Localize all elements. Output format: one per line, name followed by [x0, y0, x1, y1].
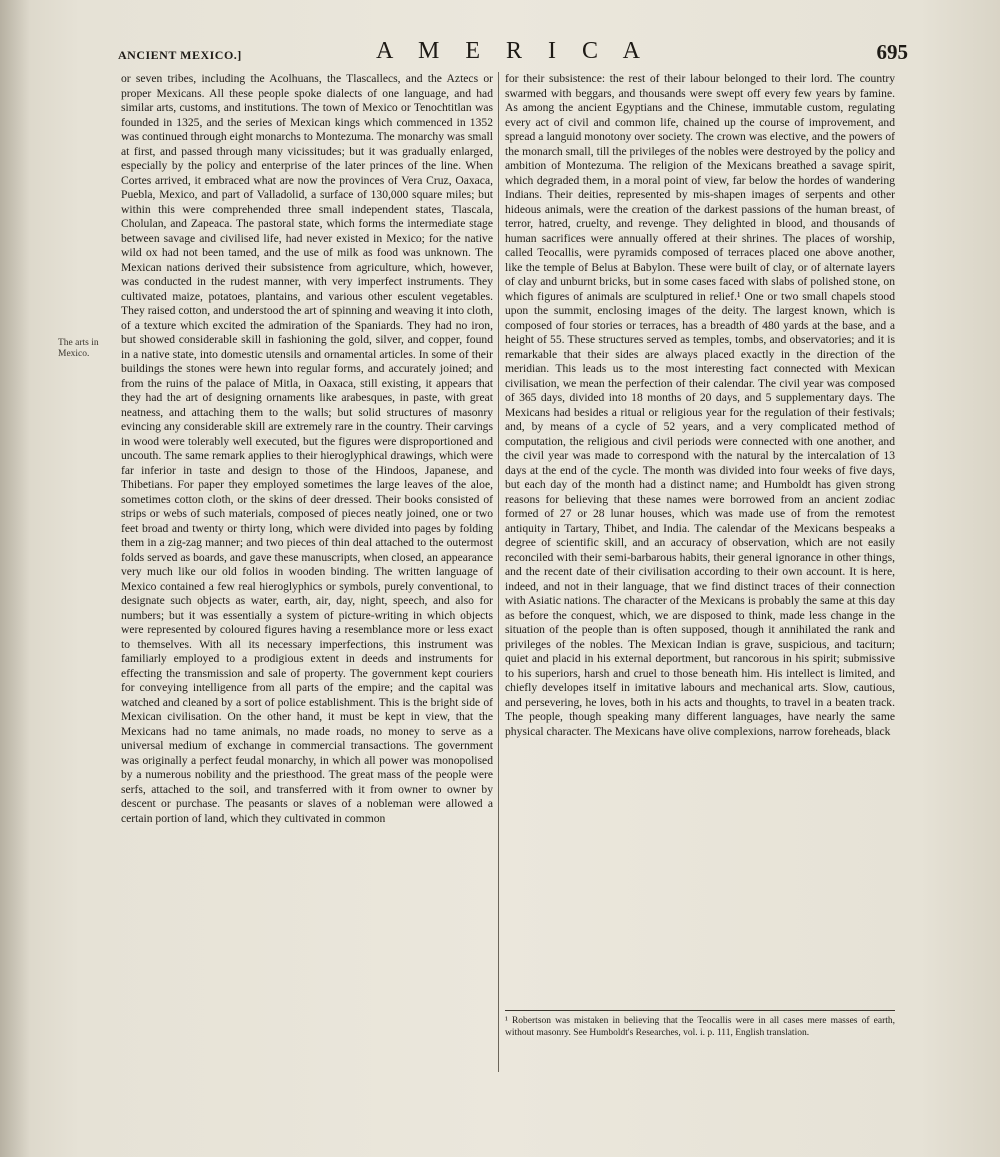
binding-shadow — [0, 0, 30, 1157]
column-divider — [498, 72, 499, 1072]
section-heading: ANCIENT MEXICO.] — [118, 48, 242, 62]
right-column-text: for their subsistence: the rest of their labour belonged to their lord. The country swarmed with beggars, and thousands were swept off every few years by famine. As among the ancient Egyptians and the Chinese, immutable custom, regulating every act of civil and common life, chained up the course of improvement, and spread a languid monotony over society. The crown was elective, and the powers of the monarch small, till the privileges of the nobles were destroyed by the policy and ambition of Montezuma. The religion of the Mexicans breathed a savage spirit, which degraded them, in a moral point of view, far below the hordes of wandering Indians. Their deities, represented by mis-shapen images of serpents and other hideous animals, were the creation of the darkest passions of the human breast, of terror, hatred, cruelty, and revenge. They delighted in blood, and thousands of human sacrifices were annually offered at their shrines. The places of worship, called Teocallis, were pyramids composed of terraces placed one above another, like the temple of Belus at Babylon. These were built of clay, or of alternate layers of clay and unburnt bricks, but in some cases faced with slabs of polished stone, on which figures of animals are sculptured in relief.¹ One or two small chapels stood upon the summit, enclosing images of the deity. The largest known, which is composed of four stories or terraces, has a breadth of 480 yards at the base, and a height of 55. These structures served as temples, tombs, and observatories; and it is remarkable that their sides are always placed exactly in the direction of the meridian. This leads us to the most interesting fact connected with Mexican civilisation, we mean the perfection of their calendar. The civil year was composed of 365 days, divided into 18 months of 20 days, and 5 supplementary days. The Mexicans had besides a ritual or religious year for the regulation of their festivals; and, by means of a cycle of 52 years, and a very complicated method of computation, the religious and civil periods were connected with one another, and the civil year was made to correspond with the natural by the intercalation of 13 days at the end of the cycle. The month was divided into four weeks of five days, but each day of the month had a distinct name; and Humboldt has given strong reasons for believing that these names were borrowed from an ancient zodiac formed of 27 or 28 lunar houses, which was made use of from the remotest antiquity in Tartary, Thibet, and India. The calendar of the Mexicans bespeaks a degree of scientific skill, and an accuracy of observation, which are not easily reconciled with their semi-barbarous habits, their general ignorance in other things, and the recent date of their civilisation according to their own account. It is here, indeed, and not in their language, that we find distinct traces of their connection with Asiatic nations. The character of the Mexicans is probably the same at this day as before the conquest, which, we are disposed to think, made less change in the situation of the people than is often supposed, though it annihilated the rank and privileges of the nobles. The Mexican Indian is grave, suspicious, and taciturn; quiet and placid in his external deportment, but rancorous in his spirit; submissive to his superiors, harsh and cruel to those beneath him. His intellect is limited, and chiefly developes itself in imitative labours and mechanical arts. Slow, cautious, and persevering, he loves, both in his acts and thoughts, to travel in a beaten track. The people, though speaking many different languages, have nearly the same physical character. The Mexicans have olive complexions, narrow foreheads, black — [505, 72, 895, 738]
page-title: A M E R I C A — [375, 38, 651, 64]
left-column — [121, 72, 493, 826]
page-number: 695 — [876, 40, 908, 64]
margin-note: The arts in Mexico. — [58, 338, 99, 359]
right-column — [505, 72, 895, 739]
left-column-text: or seven tribes, including the Acolhuans, the Tlascallecs, and the Aztecs or proper Mexicans. All these people spoke dialects of one language, and had similar arts, customs, and institutions. The town of Mexico or Tenochtitlan was founded in 1325, and the series of Mexican kings which commenced in 1352 was continued through eight monarchs to Montezuma. The monarchy was small at first, and passed through many vicissitudes; but it was gradually enlarged, especially by the policy and enterprise of the later princes of the line. When Cortes arrived, it embraced what are now the provinces of Vera Cruz, Oaxaca, Puebla, Mexico, and part of Valladolid, a surface of 130,000 square miles; but within this were comprehended three small independent states, Tlascala, Cholulan, and Zapeaca. The pastoral state, which forms the intermediate stage between savage and civilised life, had never existed in Mexico; for the native wild ox had not been tamed, and the use of milk as food was unknown. The Mexican nations derived their subsistence from agriculture, which, however, was conducted in the rudest manner, with very imperfect instruments. They cultivated maize, potatoes, plantains, and various other esculent vegetables. They raised cotton, and understood the art of spinning and weaving it into cloth, of a texture which excited the admiration of the Spaniards. They had no iron, but showed considerable skill in fashioning the gold, silver, and copper, found in a native state, into domestic utensils and ornamental articles. In some of their buildings the stones were hewn into regular forms, and accurately joined; and from the ruins of the palace of Mitla, in Oaxaca, still existing, it appears that they had the art of designing ornaments like arabesques, in paste, with great neatness, and attaching them to the walls; but solid structures of masonry evincing any considerable skill are extremely rare in the country. Their carvings in wood were tolerably well executed, but the figures were disproportioned and uncouth. The same remark applies to their hieroglyphical drawings, which were far inferior in taste and design to those of the Hindoos, Japanese, and Thibetians. For paper they employed sometimes the large leaves of the aloe, sometimes cotton cloth, or the skins of deer dressed. Their books consisted of strips or webs of such materials, composed of pieces neatly joined, one or two feet broad and twenty or thirty long, which were divided into pages by folding them in a zig-zag manner; and two pieces of thin deal attached to the outermost folds served as boards, and gave these manuscripts, when closed, an appearance very much like our old folios in wooden binding. The written language of Mexico contained a few real hieroglyphics or symbols, purely conventional, to designate such objects as water, earth, air, day, night, speech, and also for numbers; but it was essentially a system of picture-writing in which objects were represented by coloured figures having a resemblance more or less exact to themselves. With all its necessary imperfections, this instrument was familiarly employed to a prodigious extent in deeds and instruments for effecting the transmission and sale of property. The government kept couriers for conveying intelligence from all parts of the empire; and the capital was watched and cleaned by a sort of police establishment. This is the bright side of Mexican civilisation. On the other hand, it must be kept in view, that the Mexicans had no tame animals, no made roads, no money to serve as a universal medium of exchange in commercial transactions. The government was originally a perfect feudal monarchy, in which all power was monopolised by a numerous nobility and the priesthood. The great mass of the people were serfs, attached to the soil, and transferred with it from owner to owner by descent or purchase. The peasants or slaves of a nobleman were allowed a certain portion of land, which they cultivated in common — [121, 72, 493, 825]
running-head — [118, 38, 908, 68]
footnote: ¹ Robertson was mistaken in believing that the Teocallis were in all cases mere masses of earth, without masonry. See Humboldt's Researches, vol. i. p. 111, English translation. — [505, 1016, 895, 1038]
footnote-rule — [505, 1010, 895, 1011]
